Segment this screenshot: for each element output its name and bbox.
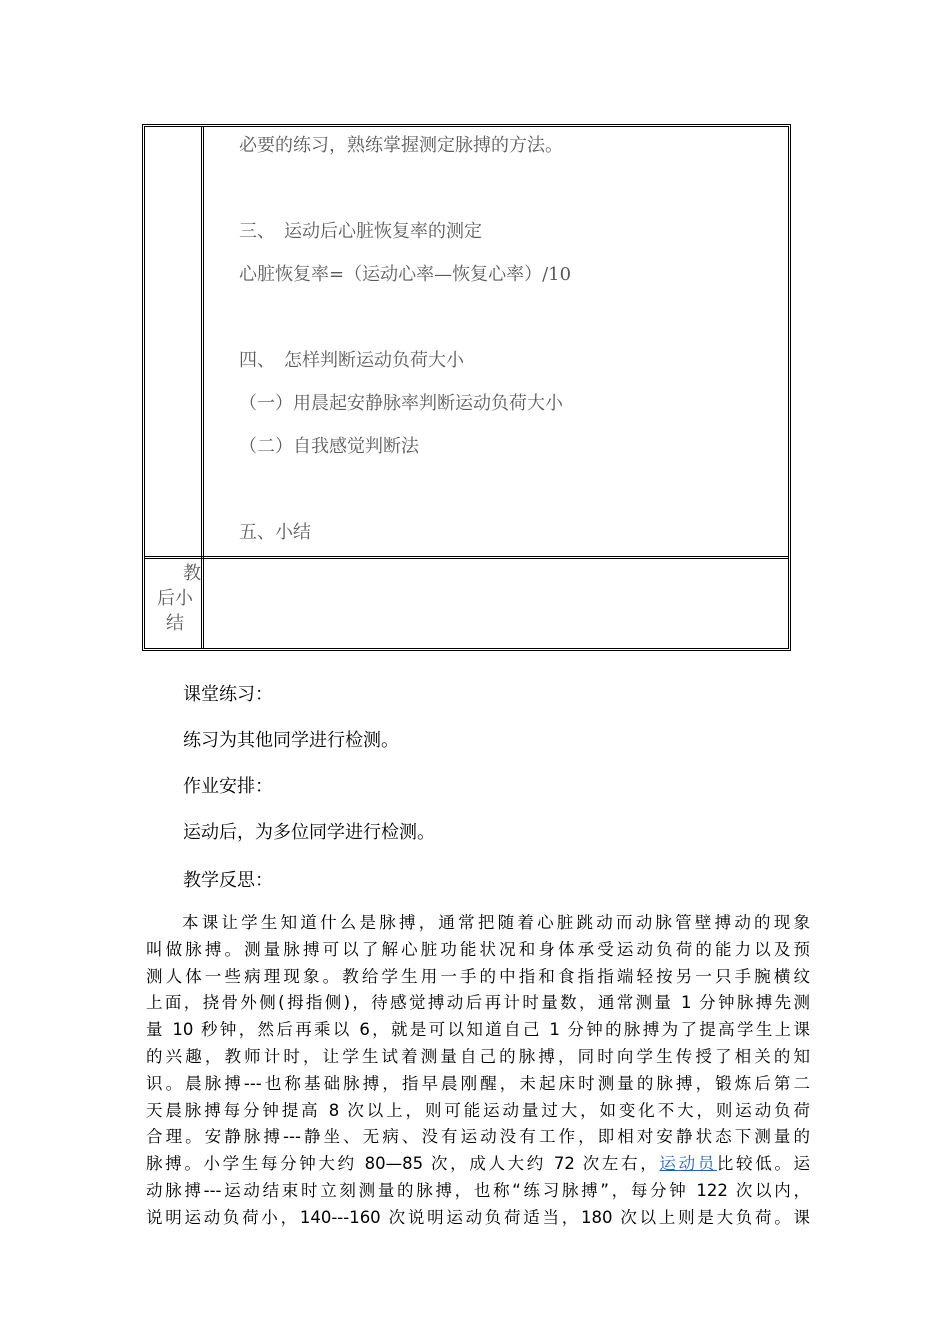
section-heading-3: 三、 运动后心脏恢复率的测定 (239, 221, 482, 242)
reflection-line: 量 10 秒钟，然后再乘以 6，就是可以知道自己 1 分钟的脉搏为了提高学生上课 (146, 1020, 810, 1040)
reflection-line: 叫做脉搏。测量脉搏可以了解心脏功能状况和身体承受运动负荷的能力以及预 (146, 939, 810, 959)
reflection-line: 上面，挠骨外侧(拇指侧)，待感觉搏动后再计时量数，通常测量 1 分钟脉搏先测 (146, 993, 810, 1013)
reflection-line: 测人体一些病理现象。教给学生用一手的中指和食指指端轻按另一只手腕横纹 (146, 966, 810, 986)
reflection-line: 识。晨脉搏---也称基础脉搏，指早晨刚醒，未起床时测量的脉搏，锻炼后第二 (146, 1073, 810, 1093)
label-line: 后小 (157, 588, 193, 609)
reflection-line: 说明运动负荷小，140---160 次说明运动负荷适当，180 次以上则是大负荷。课 (146, 1207, 810, 1227)
reflection-line: 合理。安静脉搏---静坐、无病、没有运动没有工作，即相对安静状态下测量的 (146, 1127, 810, 1147)
label-line: 结 (166, 613, 184, 634)
text-segment: 比较低。运 (716, 1154, 811, 1174)
homework-heading: 作业安排： (183, 776, 273, 797)
text-segment: 脉搏。小学生每分钟大约 80—85 次，成人大约 72 次左右， (146, 1154, 660, 1174)
classroom-practice-heading: 课堂练习： (183, 684, 273, 705)
reflection-line: 的兴趣，教师计时，让学生试着测量自己的脉搏，同时向学生传授了相关的知 (146, 1046, 810, 1066)
content-line: （一）用晨起安静脉率判断运动负荷大小 (239, 393, 563, 414)
column-divider (201, 127, 204, 648)
reflection-heading: 教学反思： (183, 870, 273, 891)
row-divider (145, 556, 788, 559)
reflection-line: 天晨脉搏每分钟提高 8 次以上，则可能运动量过大，如变化不大，则运动负荷 (146, 1100, 810, 1120)
athlete-link[interactable]: 运动员 (659, 1154, 717, 1174)
section-heading-4: 四、 怎样判断运动负荷大小 (239, 350, 464, 371)
paragraph: 运动后，为多位同学进行检测。 (183, 822, 435, 843)
teaching-reflection-body (146, 910, 810, 1232)
reflection-line: 动脉搏---运动结束时立刻测量的脉搏，也称“练习脉搏”，每分钟 122 次以内， (146, 1180, 810, 1200)
label-line: 教 (183, 563, 201, 584)
lesson-plan-table (142, 124, 791, 651)
content-line: 心脏恢复率=（运动心率—恢复心率）/10 (239, 264, 572, 285)
content-line: 必要的练习，熟练掌握测定脉搏的方法。 (239, 135, 563, 156)
paragraph: 练习为其他同学进行检测。 (183, 730, 399, 751)
reflection-line (146, 1151, 810, 1178)
reflection-line: 本课让学生知道什么是脉搏，通常把随着心脏跳动而动脉管壁搏动的现象 (182, 913, 810, 932)
post-teaching-summary-label (149, 561, 201, 636)
section-heading-5: 五、小结 (239, 522, 311, 543)
content-line: （二）自我感觉判断法 (239, 436, 419, 457)
